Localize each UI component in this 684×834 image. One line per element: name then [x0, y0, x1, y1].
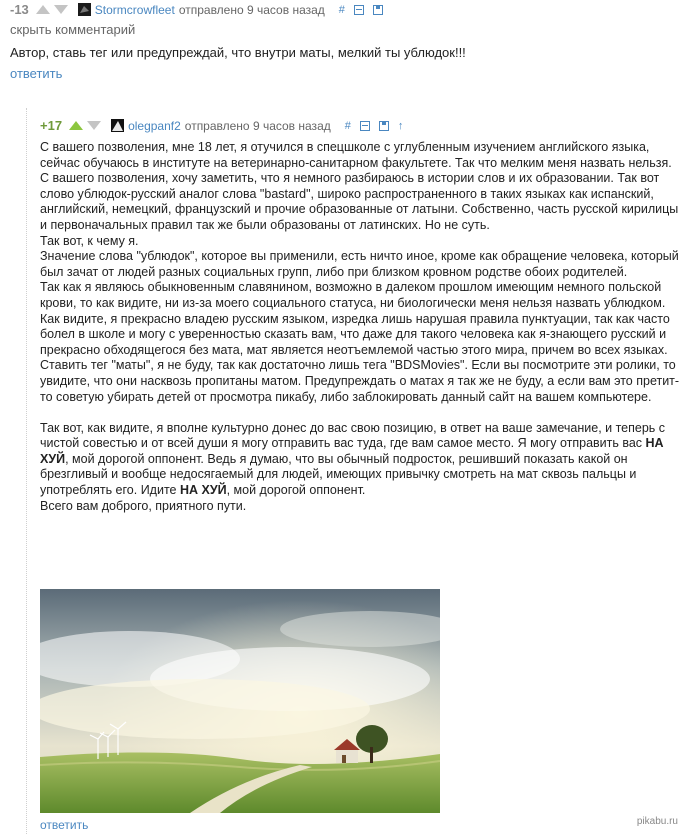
avatar[interactable]	[111, 119, 124, 132]
hide-comment-link[interactable]: скрыть комментарий	[10, 22, 136, 37]
landscape-image	[40, 589, 440, 813]
paragraph: Значение слова "ублюдок", которое вы применили, есть ничто иное, кроме как обращение человека, который был зачат от людей разных социальных групп, либо при близком кровном родстве обоих родителей.	[40, 249, 683, 279]
permalink-icon[interactable]: #	[338, 3, 345, 16]
text-span: , мой дорогой оппонент. Ведь я думаю, что вы обычный подросток, решивший показать какой он брезгливый и вообще недосягаемый для людей, имеющих привычку смотреть на мат сквозь пальцы и употреблять его. Идите	[40, 451, 640, 498]
avatar[interactable]	[78, 3, 91, 16]
paragraph: Как видите, я прекрасно владею русским языком, изредка лишь нарушая правила пунктуации, так как часто болел в школе и могу с уверенностью сказать вам, что даже для такого человека как я-знающего русский и прекрасно обходящегося без мата, мат является неотъемлемой частью этого мира, причем во всех языках.	[40, 311, 674, 357]
comment-2-text	[40, 140, 684, 514]
rating: -13	[10, 2, 29, 17]
timestamp: отправлено 9 часов назад	[184, 118, 331, 133]
username-link[interactable]: olegpanf2	[128, 118, 181, 133]
timestamp: отправлено 9 часов назад	[178, 2, 325, 17]
paragraph	[40, 421, 669, 497]
upvote-icon[interactable]	[69, 121, 83, 130]
paragraph: С вашего позволения, хочу заметить, что я немного разбираюсь в истории слов и их образовании. Так вот слово ублюдок-русский аналог слова "bastard", широко распространенного в таких языках как испанский, английский, немецкий, французский и прочие образованные от латыни. Собственно, часть русской кирилицы и первоначальных правил так же были образованы от латинских. Но не суть.	[40, 171, 682, 232]
text-span: , мой дорогой оппонент.	[226, 483, 366, 498]
collapse-icon[interactable]	[360, 121, 370, 131]
text-span: Так вот, как видите, я вполне культурно донес до вас свою позицию, в ответ на ваше замечание, и теперь с чистой совестью и от всей души я могу отправить вас туда, где вам самое место. Я могу отправить вас	[40, 420, 669, 451]
downvote-icon[interactable]	[54, 5, 68, 14]
reply-link[interactable]: ответить	[10, 66, 63, 81]
username-link[interactable]: Stormcrowfleet	[94, 2, 175, 17]
collapse-icon[interactable]	[354, 5, 364, 15]
upvote-icon[interactable]	[36, 5, 50, 14]
parent-arrow-icon[interactable]: ↑	[397, 119, 404, 132]
paragraph: Так как я являюсь обыкновенным славянином, возможно в далеком прошлом имеющим немного польской крови, то как видите, ни из-за моего социального статуса, ни биологически меня нельзя назвать ублюдком.	[40, 280, 666, 310]
bold-text: НА ХУЙ	[40, 436, 668, 466]
permalink-icon[interactable]: #	[344, 119, 351, 132]
reply-link[interactable]: ответить	[40, 818, 89, 832]
save-icon[interactable]	[373, 5, 383, 15]
comment-2-header	[40, 118, 403, 133]
paragraph: Ставить тег "маты", я не буду, так как достаточно лишь тега "BDSMovies". Если вы посмотрите эти ролики, то увидите, что они насквозь пропитаны матом. Предупреждать о матах я так же не буду, а если вам это претит-то советую убирать детей от просмотра пикабу, либо заблокировать данный сайт на вашем компьютере.	[40, 358, 680, 404]
watermark: pikabu.ru	[636, 816, 678, 827]
paragraph: Так вот, к чему я.	[40, 233, 139, 248]
bold-text: НА ХУЙ	[179, 483, 227, 498]
paragraph: С вашего позволения, мне 18 лет, я отучился в спецшколе с углубленным изучением английского языка, сейчас обучаюсь в институте на ветеринарно-санитарном факультете. Так что мелким меня назвать нельзя.	[40, 140, 672, 170]
paragraph: Всего вам доброго, приятного пути.	[40, 498, 247, 513]
downvote-icon[interactable]	[87, 121, 101, 130]
comment-header	[10, 2, 383, 17]
save-icon[interactable]	[379, 121, 389, 131]
comment-text: Автор, ставь тег или предупреждай, что внутри маты, мелкий ты ублюдок!!!	[10, 45, 466, 60]
rating: +17	[40, 118, 63, 133]
